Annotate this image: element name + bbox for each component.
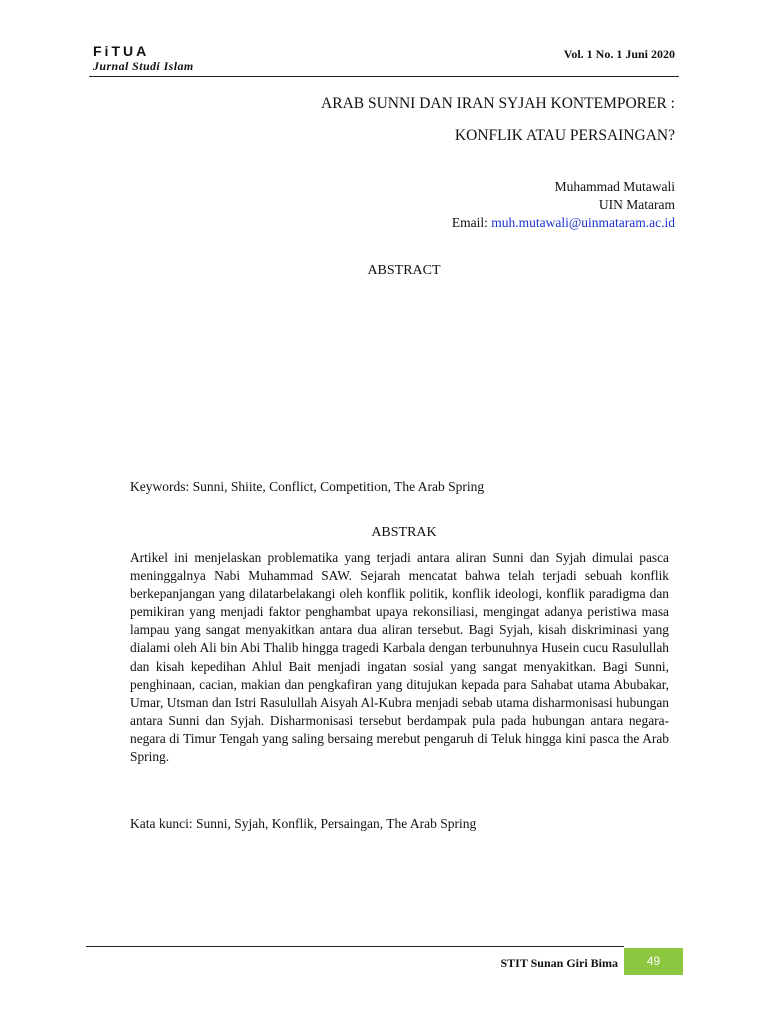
abstrak-heading: ABSTRAK <box>371 525 437 540</box>
journal-subtitle: Jurnal Studi Islam <box>93 59 194 73</box>
author-email-link[interactable]: muh.mutawali@uinmataram.ac.id <box>491 215 675 230</box>
paper-title-line-1: ARAB SUNNI DAN IRAN SYJAH KONTEMPORER : <box>321 95 675 112</box>
footer-divider <box>86 946 624 947</box>
abstrak-body: Artikel ini menjelaskan problematika yang terjadi antara aliran Sunni dan Syjah dimulai pasca meninggalnya Nabi Muhammad SAW. Sejarah mencatat bahwa telah terjadi sebuah konflik berkepanjangan yang dilatarbelakangi oleh konflik politik, konflik ideologi, konflik paradigma dan pemikiran yang menjadi faktor penghambat upaya rekonsiliasi, mengingat adanya peristiwa masa lampau yang sangat menyakitkan antara dua aliran tersebut. Bagi Syjah, kisah diskriminasi yang dialami oleh Ali bin Abi Thalib hingga tragedi Karbala dengan terbunuhnya Husein cucu Rasulullah dan kisah kepedihan Ahlul Bait menjadi ingatan sosial yang sangat menyakitkan. Bagi Sunni, penghinaan, cacian, makian dan pengkafiran yang ditujukan kepada para Sahabat utama Abubakar, Umar, Utsman dan Istri Rasulullah Aisyah Al-Kubra menjadi sebab utama disharmonisasi hubungan antara Sunni dan Syjah. Disharmonisasi tersebut berdampak pula pada hubungan antara negara-negara di Timur Tengah yang saling bersaing merebut pengaruh di Teluk hingga kini pasca the Arab Spring. <box>130 550 669 765</box>
abstract-keywords: Keywords: Sunni, Shiite, Conflict, Competition, The Arab Spring <box>130 479 485 494</box>
journal-name: FiTUA <box>93 43 150 59</box>
footer-institution: STIT Sunan Giri Bima <box>500 956 618 970</box>
volume-info: Vol. 1 No. 1 Juni 2020 <box>563 47 675 61</box>
page-number: 49 <box>624 948 683 975</box>
author-name: Muhammad Mutawali <box>554 179 675 194</box>
author-email-line <box>452 214 675 232</box>
paper-title-line-2: KONFLIK ATAU PERSAINGAN? <box>454 127 675 144</box>
header-divider <box>89 76 679 77</box>
author-affiliation: UIN Mataram <box>598 197 675 212</box>
email-label: Email: <box>451 215 492 230</box>
abstrak-keywords: Kata kunci: Sunni, Syjah, Konflik, Persaingan, The Arab Spring <box>130 816 477 831</box>
abstract-heading: ABSTRACT <box>367 263 441 278</box>
author-block <box>452 178 675 232</box>
